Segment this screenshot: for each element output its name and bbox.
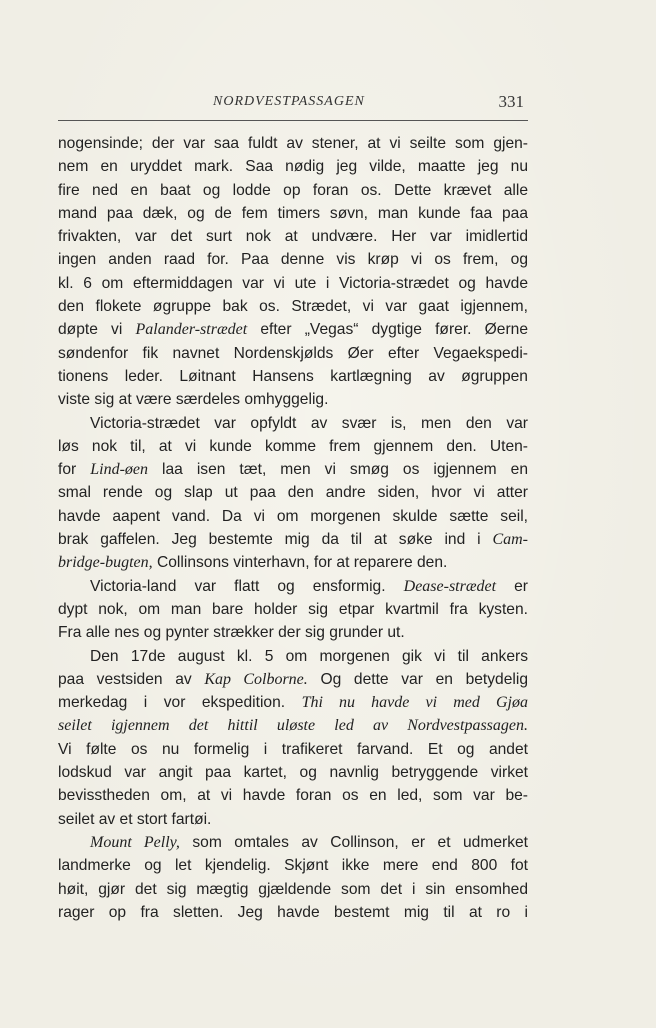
- text-segment: paa vestsiden av: [58, 670, 205, 688]
- text-segment: nem en uryddet mark. Saa nødig jeg vilde, maatte jeg nu: [58, 158, 528, 176]
- text-segment: som omtales av Collinson, er et udmerket: [179, 833, 528, 851]
- text-segment: brak gaffelen. Jeg bestemte mig da til at søke ind i: [58, 531, 493, 549]
- italic-text-segment: Lind-øen: [90, 461, 148, 479]
- page-number: 331: [498, 92, 524, 111]
- text-line: [58, 878, 528, 901]
- text-line: [58, 225, 528, 248]
- page-header: [58, 90, 528, 121]
- text-line: [58, 575, 528, 598]
- body-text: [58, 132, 528, 924]
- text-segment: rager op fra sletten. Jeg havde bestemt mig til at ro i: [58, 903, 528, 921]
- text-segment: dypt nok, om man bare holder sig etpar kvartmil fra kysten.: [58, 600, 528, 618]
- text-segment: løs nok til, at vi kunde komme frem gjennem den. Uten-: [58, 437, 528, 455]
- text-segment: for: [58, 461, 91, 479]
- italic-text-segment: seilet igjennem det hittil uløste led av Nordvestpassagen.: [58, 717, 528, 735]
- text-line: [58, 738, 528, 761]
- text-line: [58, 901, 528, 924]
- text-segment: laa isen tæt, men vi smøg os igjennem en: [148, 461, 528, 479]
- text-segment: den flokete øgruppe bak os. Strædet, vi var gaat igjennem,: [58, 298, 528, 316]
- text-segment: Fra alle nes og pynter strækker der sig grunder ut.: [58, 624, 405, 642]
- text-segment: Vi følte os nu formelig i trafikeret farvand. Et og andet: [58, 740, 528, 758]
- text-line: [58, 202, 528, 225]
- text-segment: ingen anden raad for. Paa denne vis krøp vi os frem, og: [58, 251, 528, 269]
- italic-text-segment: Cam-: [492, 531, 528, 549]
- text-line: [58, 132, 528, 155]
- text-segment: fire ned en baat og lodde op foran os. Dette krævet alle: [58, 181, 528, 199]
- text-line: [58, 528, 528, 551]
- text-segment: viste sig at være særdeles omhyggelig.: [58, 391, 329, 409]
- text-segment: landmerke og let kjendelig. Skjønt ikke mere end 800 fot: [58, 857, 528, 875]
- text-segment: Victoria-strædet var opfyldt av svær is, men den var: [90, 414, 528, 432]
- text-segment: efter „Vegas“ dygtige fører. Øerne: [247, 321, 528, 339]
- text-line: [58, 295, 528, 318]
- text-segment: havde aapent vand. Da vi om morgenen skulde sætte seil,: [58, 507, 528, 525]
- text-line: [58, 621, 528, 644]
- text-line: [58, 412, 528, 435]
- text-segment: Den 17de august kl. 5 om morgenen gik vi til ankers: [90, 647, 528, 665]
- text-segment: frivakten, var det surt nok at undvære. Her var imidlertid: [58, 228, 528, 246]
- text-line: [58, 505, 528, 528]
- text-segment: merkedag i vor ekspedition.: [58, 694, 302, 712]
- running-title: NORDVESTPASSAGEN: [213, 94, 365, 109]
- text-line: [58, 551, 528, 574]
- text-line: [58, 318, 528, 341]
- italic-text-segment: Kap Colborne.: [204, 670, 308, 688]
- text-segment: Collinsons vinterhavn, for at reparere den.: [152, 554, 448, 572]
- text-segment: bevisstheden om, at vi havde foran os en led, som var be-: [58, 787, 528, 805]
- text-line: [58, 645, 528, 668]
- italic-text-segment: Thi nu havde vi med Gjøa: [301, 694, 528, 712]
- text-line: [58, 272, 528, 295]
- italic-text-segment: Dease-strædet: [403, 577, 497, 595]
- text-line: [58, 481, 528, 504]
- text-segment: kl. 6 om eftermiddagen var vi ute i Victoria-strædet og havde: [58, 274, 528, 292]
- text-line: [58, 808, 528, 831]
- text-line: [58, 179, 528, 202]
- text-segment: seilet av et stort fartøi.: [58, 810, 212, 828]
- text-line: [58, 388, 528, 411]
- italic-text-segment: Mount Pelly,: [90, 833, 180, 851]
- text-line: [58, 342, 528, 365]
- text-line: [58, 668, 528, 691]
- text-segment: Og dette var en betydelig: [307, 670, 528, 688]
- text-line: [58, 435, 528, 458]
- text-line: [58, 854, 528, 877]
- text-line: [58, 714, 528, 737]
- text-line: [58, 784, 528, 807]
- text-segment: søndenfor fik navnet Nordenskjølds Øer efter Vegaekspedi-: [58, 344, 528, 362]
- text-line: [58, 248, 528, 271]
- text-segment: mand paa dæk, og de fem timers søvn, man kunde faa paa: [58, 204, 528, 222]
- text-segment: nogensinde; der var saa fuldt av stener, at vi seilte som gjen-: [58, 135, 528, 152]
- text-segment: er: [496, 577, 528, 595]
- text-line: [58, 155, 528, 178]
- text-line: [58, 831, 528, 854]
- italic-text-segment: Palander-strædet: [135, 321, 248, 339]
- text-segment: høit, gjør det sig mægtig gjældende som det i sin ensomhed: [58, 880, 528, 898]
- text-segment: Victoria-land var flatt og ensformig.: [90, 577, 404, 595]
- text-line: [58, 761, 528, 784]
- text-line: [58, 691, 528, 714]
- text-line: [58, 365, 528, 388]
- text-line: [58, 458, 528, 481]
- text-segment: døpte vi: [58, 321, 136, 339]
- italic-text-segment: bridge-bugten,: [58, 554, 153, 572]
- text-segment: lodskud var angit paa kartet, og navnlig betryggende virket: [58, 764, 528, 782]
- text-segment: smal rende og slap ut paa den andre siden, hvor vi atter: [58, 484, 528, 502]
- text-line: [58, 598, 528, 621]
- text-segment: tionens leder. Løitnant Hansens kartlægning av øgruppen: [58, 367, 528, 385]
